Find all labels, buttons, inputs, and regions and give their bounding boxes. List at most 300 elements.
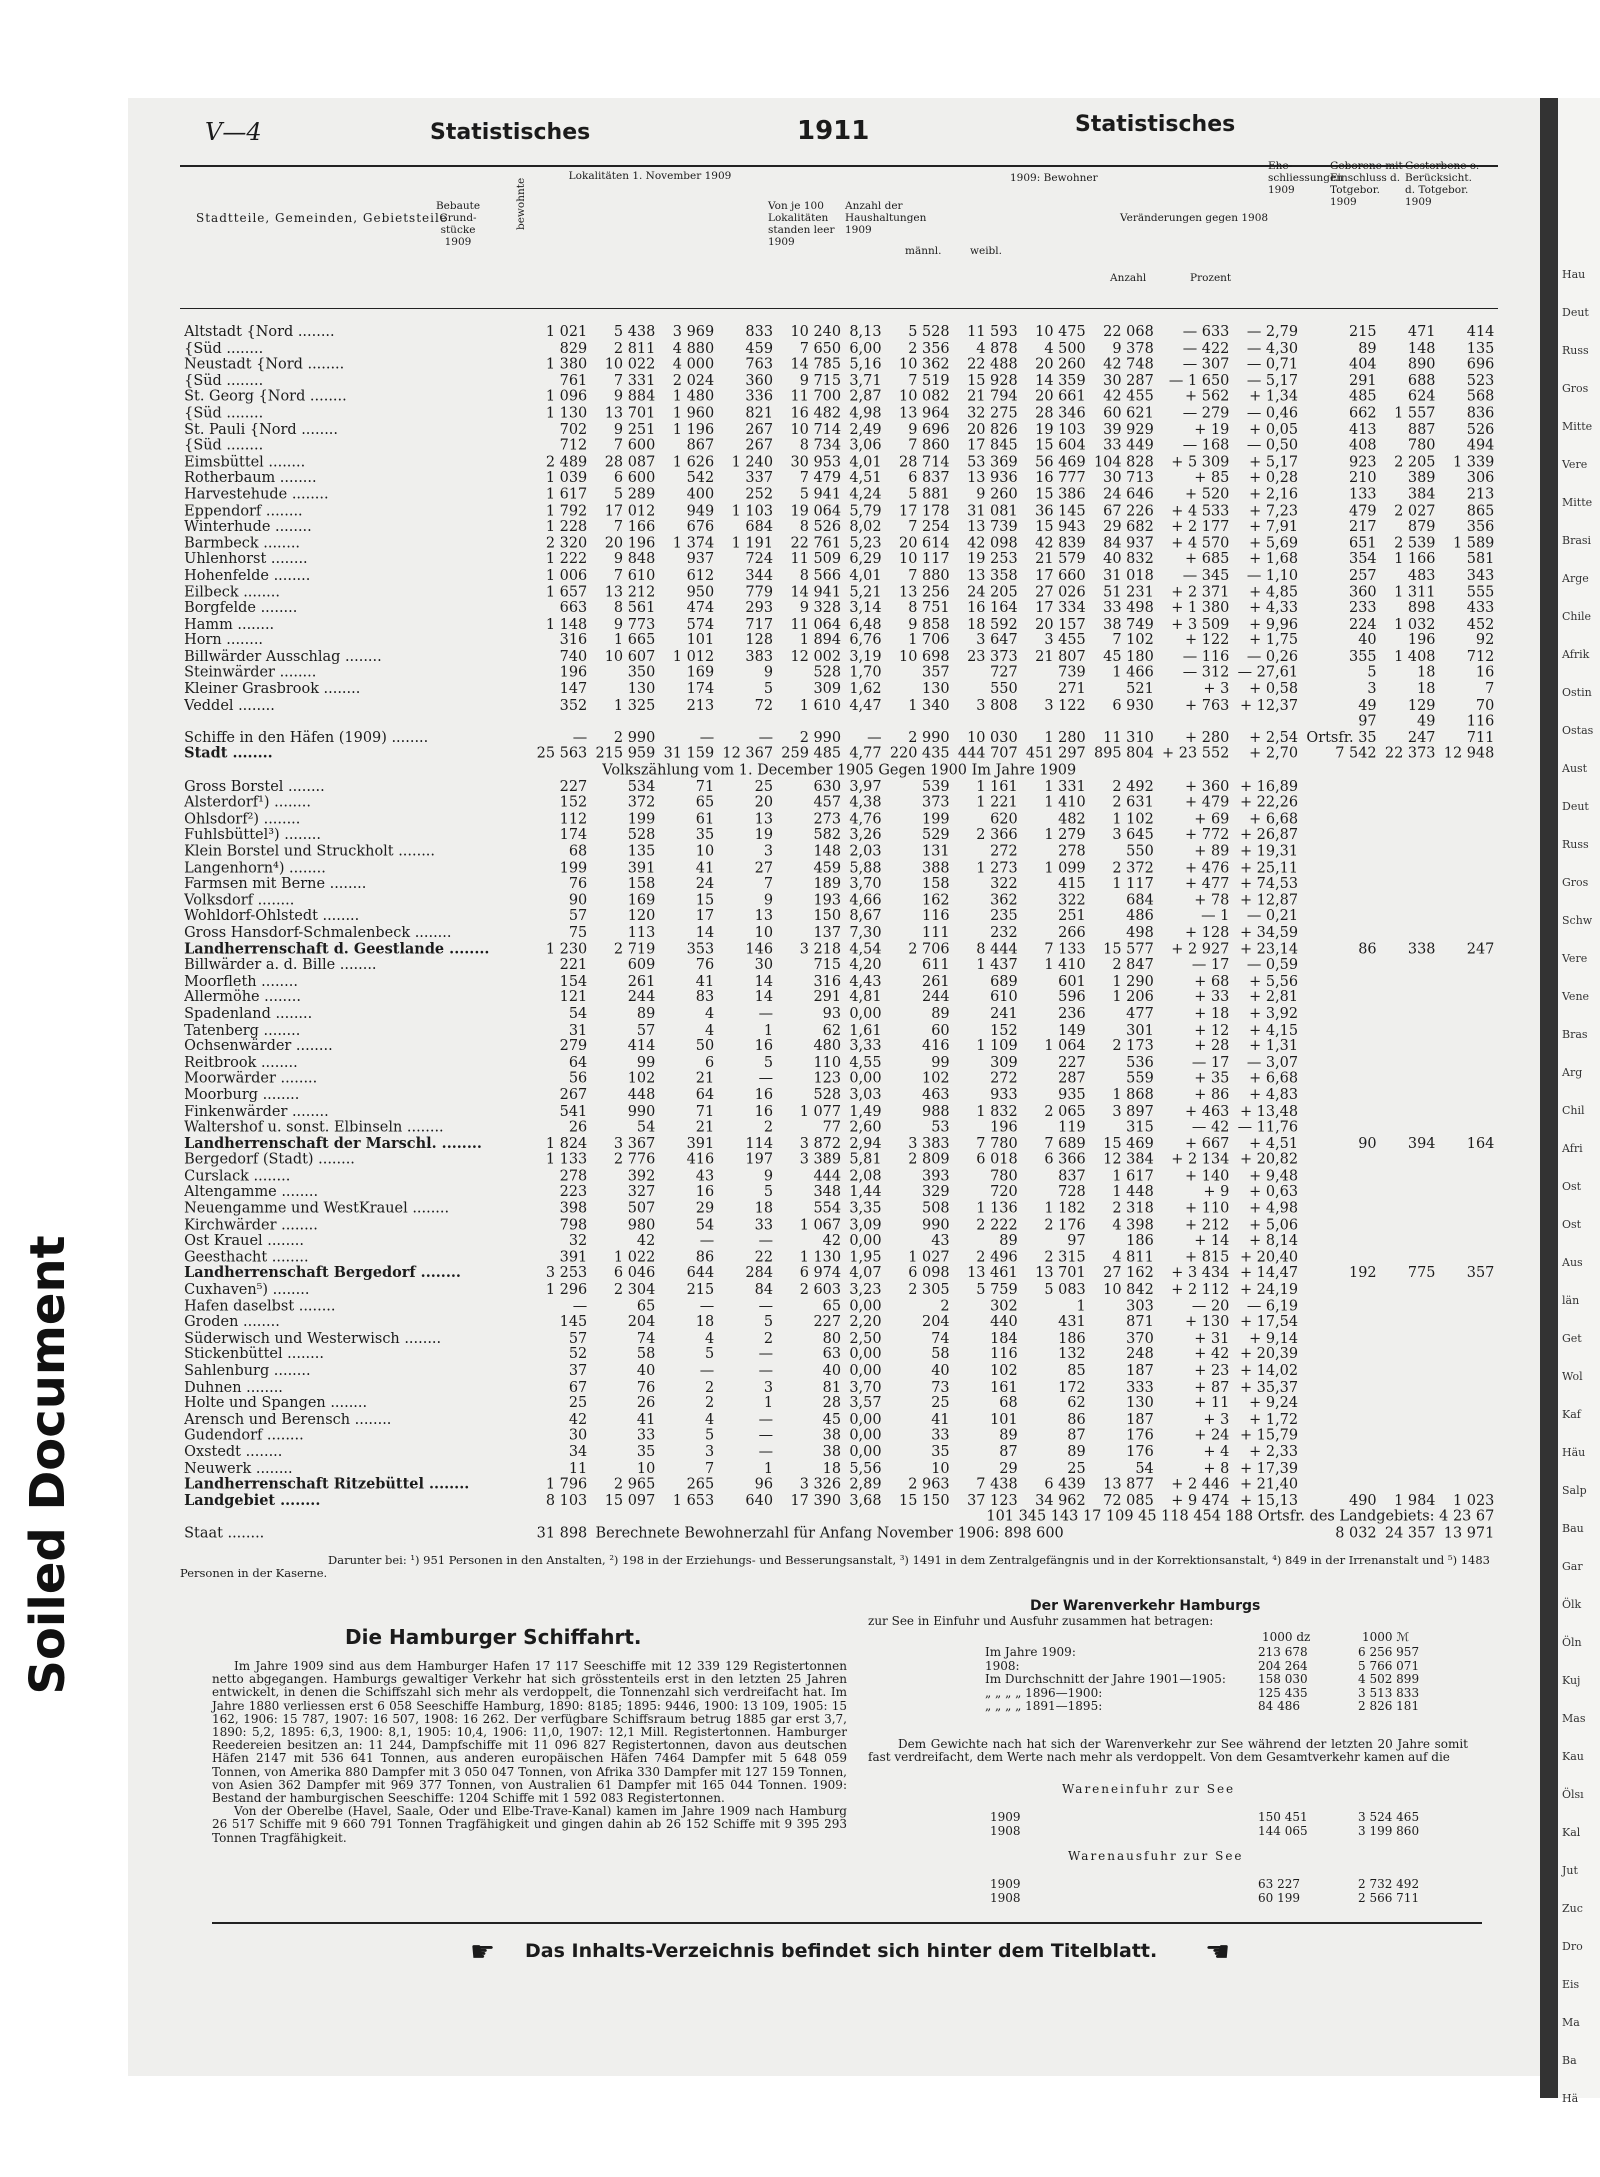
cell: 763 (745, 356, 774, 373)
cell: 5 759 (976, 1281, 1018, 1299)
cell: 148 (1407, 339, 1436, 357)
cell: 3 645 (1112, 826, 1154, 844)
cell: 2 320 (545, 534, 588, 552)
adjacent-page-word: Ma (1562, 2016, 1580, 2029)
cell: 408 (1349, 437, 1377, 455)
cell: Ortsfr. 35 (1306, 729, 1377, 747)
cell: 459 (813, 859, 842, 877)
cell (1381, 1364, 1440, 1380)
cell: 31 159 (663, 745, 715, 763)
cell: 651 (1349, 534, 1377, 552)
cell: 68 (999, 1394, 1018, 1412)
row-stadt (180, 325, 1498, 341)
cell: 1 006 (545, 567, 588, 584)
cell: 715 (813, 956, 842, 974)
cell: 10 842 (1103, 1281, 1154, 1299)
cell (1381, 812, 1440, 828)
adjacent-page-word: Aust (1562, 762, 1588, 775)
cell: + 85 (1194, 469, 1230, 487)
cell: 6,29 (849, 550, 882, 568)
cell: 4,01 (849, 453, 882, 471)
cell: 2 205 (1394, 453, 1436, 471)
cell: 56 (568, 1070, 588, 1088)
cell: 4 500 (1044, 339, 1086, 357)
cell: 5 881 (908, 485, 950, 503)
cell: 29 (695, 1200, 715, 1217)
waren-value-mark: 3 524 465 (1358, 1810, 1420, 1824)
col-header-lokalitaeten: Lokalitäten 1. November 1909 (568, 170, 732, 182)
cell: 130 (922, 680, 950, 698)
cell: 7 600 (613, 437, 656, 455)
cell: 199 (627, 810, 656, 828)
cell: 87 (999, 1443, 1018, 1461)
cell: 13 964 (899, 404, 950, 422)
cell: 6 837 (908, 469, 950, 487)
cell: 949 (686, 502, 715, 519)
cell (1381, 1039, 1440, 1055)
cell (1440, 958, 1499, 974)
cell: 676 (686, 518, 715, 536)
cell: 5 (763, 1183, 774, 1201)
cell: 224 (1349, 615, 1377, 633)
row-bergedorf (180, 1218, 1498, 1234)
cell: + 24 (1194, 1427, 1230, 1445)
cell: 10 475 (1035, 323, 1086, 341)
cell: 19 064 (790, 502, 842, 519)
cell: 16 (754, 1037, 774, 1055)
cell: 372 (627, 794, 656, 812)
cell (1381, 1153, 1440, 1169)
row-stadt (180, 390, 1498, 406)
cell: 1 589 (1452, 534, 1495, 552)
cell: + 28 (1194, 1037, 1230, 1055)
cell: — (758, 1411, 774, 1428)
cell (1440, 796, 1499, 812)
cell: 393 (922, 1167, 950, 1185)
row-label: Stickenbüttel ........ (184, 1346, 324, 1363)
cell: + 74,53 (1239, 875, 1299, 893)
cell: 210 (1349, 469, 1377, 487)
cell: + 31 (1194, 1329, 1230, 1347)
cell: 11 700 (790, 388, 842, 406)
col-header-veraenderungen: Veränderungen gegen 1908 (1120, 212, 1269, 224)
cell (1302, 893, 1381, 909)
footer-note: Das Inhalts-Verzeichnis befindet sich hinter dem Titelblatt. (525, 1940, 1158, 1962)
cell: 568 (1466, 388, 1495, 406)
cell: 2 065 (1044, 1102, 1086, 1120)
cell: 45 180 (1103, 648, 1154, 666)
cell: 8 526 (799, 518, 842, 536)
cell: 9 251 (613, 420, 656, 438)
row-stadt (180, 698, 1498, 714)
cell: 867 (686, 437, 715, 455)
cell: 150 (813, 907, 842, 925)
cell: 54 (1135, 1459, 1154, 1477)
row-label: Duhnen ........ (184, 1378, 283, 1396)
cell: 32 275 (967, 404, 1018, 422)
cell: 1 067 (799, 1216, 842, 1234)
cell: 0,00 (849, 1411, 882, 1428)
cell: 451 297 (1025, 745, 1086, 763)
cell: 3 897 (1112, 1102, 1154, 1120)
cell: 17 (695, 907, 715, 925)
cell: 2 176 (1044, 1216, 1086, 1234)
cell: 620 (990, 810, 1018, 828)
cell: 25 563 (536, 745, 588, 763)
cell: 43 (931, 1232, 950, 1250)
cell (1440, 861, 1499, 877)
cell: 775 (1407, 1265, 1436, 1282)
pointing-hand-left-icon: ☛ (470, 1935, 496, 1968)
cell: 2 965 (613, 1476, 656, 1493)
cell: 360 (745, 372, 774, 390)
row-stadt (180, 666, 1498, 682)
cell (1302, 1169, 1381, 1185)
cell (1440, 1364, 1499, 1380)
row-label: Eilbeck ........ (184, 583, 280, 601)
cell: 306 (1466, 469, 1495, 487)
cell: 4,20 (849, 956, 882, 974)
waren-value-dz: 144 065 (1258, 1823, 1308, 1838)
cell: + 280 (1185, 729, 1230, 747)
cell: 3 647 (976, 631, 1018, 649)
adjacent-page-word: Gros (1562, 382, 1589, 395)
cell: + 78 (1194, 891, 1230, 909)
cell (1381, 828, 1440, 844)
cell: — (758, 1297, 774, 1315)
cell: — 0,71 (1246, 356, 1299, 373)
cell: + 1 380 (1171, 599, 1230, 617)
cell: 187 (1126, 1411, 1154, 1428)
cell: 717 (745, 615, 774, 633)
cell: 1 448 (1112, 1183, 1154, 1201)
row-label: Holte und Spangen ........ (184, 1394, 368, 1412)
cell: 97 (1358, 713, 1377, 730)
cell (1302, 1461, 1381, 1477)
cell: 6 974 (799, 1265, 842, 1282)
row-label: Veddel ........ (184, 696, 275, 714)
cell: 172 (1058, 1378, 1086, 1396)
waren-value-mark: 3 513 833 (1358, 1685, 1420, 1700)
cell: 64 (695, 1086, 715, 1104)
adjacent-page-word: Ost (1562, 1180, 1582, 1193)
cell: 17 390 (790, 1492, 842, 1510)
row-label: Altstadt {Nord ........ (184, 323, 335, 341)
cell: 37 (568, 1362, 588, 1380)
cell: 391 (559, 1248, 588, 1266)
row-ritzebuettel (180, 1445, 1498, 1461)
cell: 57 (636, 1021, 656, 1039)
cell (718, 715, 777, 731)
cell: 829 (559, 339, 588, 357)
cell: 113 (627, 924, 656, 941)
row-marsch (180, 1120, 1498, 1136)
cell: 86 (1067, 1411, 1086, 1428)
cell: 1 380 (545, 356, 588, 373)
schiffahrt-text (212, 1660, 847, 1845)
cell: 40 832 (1103, 550, 1154, 568)
cell: 2 (763, 1118, 774, 1136)
cell: 1 230 (545, 940, 588, 958)
cell: 40 (636, 1362, 656, 1380)
cell (1440, 1039, 1499, 1055)
col-header-von-je-100: Von je 100 Lokalitäten standen leer 1909 (768, 200, 835, 248)
cell: 4,55 (849, 1054, 882, 1071)
cell: 0,00 (849, 1005, 882, 1023)
cell (1158, 715, 1234, 731)
footnote: Darunter bei: ¹) 951 Personen in den Anstalten, ²) 198 in der Erziehungs- und Besserungsanstalt, ³) 1491 in dem Zentralgefängnis und in der Korrektionsanstalt, ⁴) 849 in der Irrenanstalt und ⁵) 1483 Personen in der Kaserne. (180, 1553, 1490, 1580)
soiled-document-text: Soiled Document (20, 1235, 76, 1695)
row-bergedorf (180, 1185, 1498, 1201)
cell: + 5,56 (1249, 972, 1299, 990)
col-header-bewohner: 1909: Bewohner (1010, 172, 1098, 184)
cell: + 24,19 (1239, 1281, 1299, 1299)
waren-row-label: Im Durchschnitt der Jahre 1901—1905: (985, 1672, 1226, 1686)
cell (1302, 1283, 1381, 1299)
cell: 84 (754, 1281, 774, 1299)
cell: 1 039 (545, 469, 588, 487)
cell: 7 (763, 875, 774, 893)
cell: 29 682 (1103, 518, 1154, 536)
cell: + 69 (1194, 810, 1230, 828)
cell: 9 696 (908, 420, 950, 438)
cell: + 2 177 (1171, 518, 1230, 536)
cell: 21 807 (1035, 648, 1086, 666)
cell: + 520 (1185, 485, 1230, 503)
cell: 2,03 (849, 843, 882, 860)
cell: — 422 (1182, 339, 1230, 357)
row-label: Schiffe in den Häfen (1909) ........ (184, 729, 429, 747)
cell: 227 (559, 778, 588, 795)
cell: + 20,82 (1239, 1151, 1299, 1169)
cell: 227 (813, 1313, 842, 1331)
warenverkehr-col-dz: 1000 dz (1262, 1630, 1311, 1644)
cell (1381, 1023, 1440, 1039)
cell: 3 (763, 843, 774, 860)
cell: 4,77 (849, 745, 882, 763)
cell: 1 064 (1044, 1037, 1086, 1055)
cell: + 463 (1185, 1102, 1230, 1120)
cell (1302, 1380, 1381, 1396)
adjacent-page-word: Vere (1562, 952, 1588, 965)
cell: — (758, 1427, 774, 1445)
cell: 1 130 (545, 404, 588, 422)
cell: 85 (1067, 1362, 1086, 1380)
cell: 2 990 (799, 729, 842, 747)
cell: 1 032 (1394, 615, 1436, 633)
row-bergedorf (180, 1234, 1498, 1250)
cell: 196 (990, 1118, 1018, 1136)
cell (1440, 1153, 1499, 1169)
cell: — (572, 1297, 588, 1315)
cell: 17 845 (967, 437, 1018, 455)
bottom-rule (212, 1922, 1482, 1924)
cell: 31 018 (1103, 567, 1154, 584)
cell: — 0,50 (1246, 437, 1299, 455)
cell: 362 (990, 891, 1018, 909)
cell: + 8,14 (1249, 1232, 1299, 1250)
cell: 10 362 (899, 356, 950, 373)
row-label: Eppendorf ........ (184, 502, 303, 519)
row-marsch (180, 1007, 1498, 1023)
cell: 60 621 (1103, 404, 1154, 422)
cell: 2 027 (1394, 502, 1436, 519)
cell: + 477 (1185, 875, 1230, 893)
cell: 39 929 (1103, 420, 1154, 438)
cell: 1 (763, 1394, 774, 1412)
cell: 7 780 (976, 1135, 1018, 1152)
cell: 0,00 (849, 1232, 882, 1250)
cell: 4 811 (1112, 1248, 1154, 1266)
cell: + 2 112 (1171, 1281, 1230, 1299)
cell: 104 828 (1093, 453, 1154, 471)
cell: + 17,39 (1239, 1459, 1299, 1477)
col-header-bewohnte: bewohnte (515, 177, 527, 230)
row-ritzebuettel (180, 1461, 1498, 1477)
cell: — (758, 1232, 774, 1250)
cell: 541 (559, 1102, 588, 1120)
cell: 272 (990, 1070, 1018, 1088)
cell: 0,00 (849, 1427, 882, 1445)
cell: 7 438 (976, 1476, 1018, 1493)
row-stadt (180, 439, 1498, 455)
cell: — (758, 1070, 774, 1088)
cell: — 345 (1182, 567, 1230, 584)
row-label: Bergedorf (Stadt) ........ (184, 1151, 355, 1169)
cell: 252 (745, 485, 774, 503)
cell (1440, 1477, 1499, 1493)
cell: 539 (922, 778, 950, 795)
cell: 197 (745, 1151, 774, 1169)
cell (1381, 1185, 1440, 1201)
cell: 50 (695, 1037, 715, 1055)
cell: + 212 (1185, 1216, 1230, 1234)
cell: 5,81 (849, 1151, 882, 1169)
cell: 284 (745, 1265, 774, 1282)
cell: — 5,17 (1246, 372, 1299, 390)
cell: 4 398 (1112, 1216, 1154, 1234)
cell: 3,57 (849, 1394, 882, 1412)
row-marsch (180, 974, 1498, 990)
cell (1440, 1234, 1499, 1250)
cell: 174 (559, 826, 588, 844)
cell: 13 256 (899, 583, 950, 601)
adjacent-page-word: Mas (1562, 1712, 1586, 1725)
row-label: Stadt ........ (184, 745, 273, 763)
cell: + 5,69 (1249, 534, 1299, 552)
cell: 3 218 (799, 940, 842, 958)
cell: 101 (686, 631, 715, 649)
cell: — (699, 1297, 715, 1315)
adjacent-page-word: Häu (1562, 1446, 1586, 1459)
cell: 5 528 (908, 323, 950, 341)
row-bergedorf (180, 1169, 1498, 1185)
cell: 1 325 (613, 696, 656, 714)
cell: 261 (922, 972, 950, 990)
cell: 2 (940, 1297, 950, 1315)
col-header-ehe: Ehe-schliessungen 1909 (1268, 160, 1343, 196)
col-header-prozent: Prozent (1190, 272, 1232, 284)
adjacent-page-word: Ölk (1562, 1598, 1582, 1611)
row-ritzebuettel (180, 1348, 1498, 1364)
cell: 7 880 (908, 567, 950, 584)
cell: 187 (1126, 1362, 1154, 1380)
cell: 550 (1126, 843, 1154, 860)
cell: 480 (813, 1037, 842, 1055)
cell: 630 (813, 778, 842, 795)
row-label: Curslack ........ (184, 1167, 291, 1185)
cell: 235 (990, 907, 1018, 925)
cell: 1 279 (1044, 826, 1086, 844)
waren-value-dz: 125 435 (1258, 1685, 1308, 1700)
cell: 739 (1058, 664, 1086, 682)
cell: — 3,07 (1246, 1054, 1299, 1071)
cell: — 27,61 (1237, 664, 1299, 682)
cell: 174 (686, 680, 715, 698)
row-label: Landherrenschaft der Marschl. ........ (184, 1135, 482, 1152)
cell: 2 (704, 1394, 715, 1412)
cell: 498 (1126, 924, 1154, 941)
cell: 18 592 (967, 615, 1018, 633)
cell: 1 617 (545, 485, 588, 503)
cell: 13 358 (967, 567, 1018, 584)
cell: 780 (1407, 437, 1436, 455)
cell: 2 809 (908, 1151, 950, 1169)
cell: 937 (686, 550, 715, 568)
cell: 13 (754, 810, 774, 828)
cell: 391 (686, 1135, 715, 1152)
cell: 13 701 (604, 404, 656, 422)
cell: 27 162 (1103, 1265, 1154, 1282)
cell: + 20,39 (1239, 1346, 1299, 1363)
cell (1022, 715, 1090, 731)
cell: 542 (686, 469, 715, 487)
cell: 38 (822, 1443, 842, 1461)
cell: 33 (754, 1216, 774, 1234)
cell: 147 (559, 680, 588, 698)
cell (1440, 1412, 1499, 1428)
row-label: Staat ........ (184, 1524, 265, 1542)
cell: — (572, 729, 588, 747)
cell: 780 (990, 1167, 1018, 1185)
cell: 278 (1058, 843, 1086, 860)
cell: 5 (704, 1427, 715, 1445)
cell: 559 (1126, 1070, 1154, 1088)
cell: 1 617 (1112, 1167, 1154, 1185)
cell: 58 (636, 1346, 656, 1363)
cell: 267 (745, 420, 774, 438)
cell: 431 (1058, 1313, 1086, 1331)
cell: 2 315 (1044, 1248, 1086, 1266)
waren-row-label: Im Jahre 1909: (985, 1645, 1076, 1659)
cell: 1 096 (545, 388, 588, 406)
cell (1440, 844, 1499, 860)
cell: 316 (813, 972, 842, 990)
cell: 8,02 (849, 518, 882, 536)
cell (1381, 1104, 1440, 1120)
cell: 1 012 (672, 648, 715, 666)
cell: 12 367 (722, 745, 774, 763)
cell (1440, 1396, 1499, 1412)
cell (1302, 1315, 1381, 1331)
cell: 27 026 (1035, 583, 1086, 601)
adjacent-page-word: Russ (1562, 344, 1589, 357)
cell: 457 (813, 794, 842, 812)
cell: 1 148 (545, 615, 588, 633)
cell: 158 (922, 875, 950, 893)
cell (1381, 974, 1440, 990)
cell: + 87 (1194, 1378, 1230, 1396)
